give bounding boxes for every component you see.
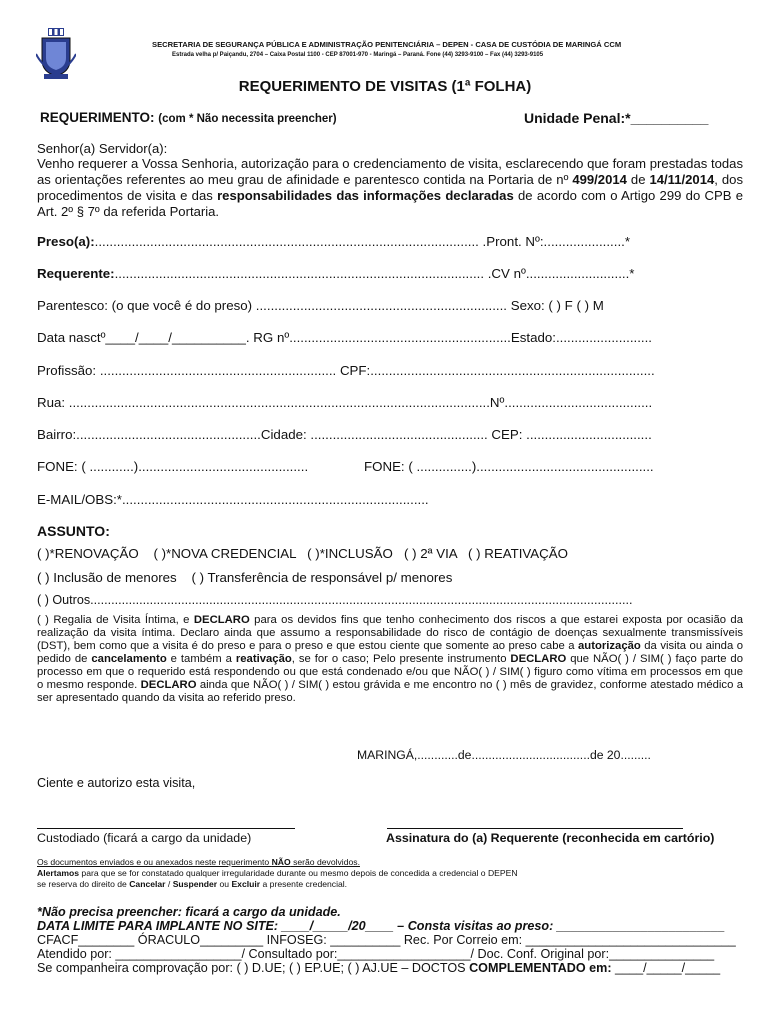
note-alert: Alertamos para que se for constatado qualquer irregularidade durante ou mesmo depois de concedida a credencial o DEPEN (37, 868, 518, 878)
signature-line-right (387, 828, 683, 829)
coat-of-arms-logo (36, 28, 76, 80)
profissao-field[interactable]: Profissão: ................................................................ CPF:............................................................................. (37, 363, 655, 378)
regalia-paragraph: ( ) Regalia de Visita Íntima, e DECLARO para os devidos fins que tenho conhecimento dos riscos a que estarei exposta por ocasião da realização da visita íntima. Declaro ainda que assumo a responsabilidade do risco de contágio de doenças sexualmente transmissíveis (DST), bem como que a visita é do preso e para o preso e que estou ciente que somente ao preso cabe a autorização da visita ou ainda o pedido de cancelamento e também a reativação, se for o caso; Pelo presente instrumento DECLARO que NÃO( ) / SIM( ) faço parte do processo em que o requerido está respondendo ou que está condenado e/ou que NÃO( ) / SIM( ) figuro como vítima em processos em que o mesmo responde. DECLARO ainda que NÃO( ) / SIM( ) estou grávida e me encontro no ( ) mês de gravidez, conforme atestado médico a ser apresentado quando da visita ao referido preso. (37, 614, 743, 704)
bairro-field[interactable]: Bairro:..................................................Cidade: ................................................ CEP: .................................. (37, 427, 652, 442)
assunto-outros[interactable]: ( ) Outros........................................................................................................................................................... (37, 593, 633, 607)
form-title: REQUERIMENTO DE VISITAS (1ª FOLHA) (238, 78, 532, 95)
footer-data-limite[interactable]: DATA LIMITE PARA IMPLANTE NO SITE: ____/_____/20____ – Consta visitas ao preso: ________________________ (37, 919, 725, 933)
signature-right-label: Assinatura do (a) Requerente (reconhecida em cartório) (386, 831, 715, 845)
rua-field[interactable]: Rua: ..................................................................................................................Nº........................................ (37, 395, 653, 410)
requerimento-note: (com * Não necessita preencher) (158, 113, 337, 125)
header-line-1: SECRETARIA DE SEGURANÇA PÚBLICA E ADMINISTRAÇÃO PENITENCIÁRIA – DEPEN - CASA DE CUSTÓDIA DE MARINGÁ CCM (152, 40, 622, 49)
greeting: Senhor(a) Servidor(a): (37, 141, 168, 156)
note-documents: Os documentos enviados e ou anexados neste requerimento NÃO serão devolvidos. (37, 857, 360, 867)
requerente-field[interactable]: Requerente:.................................................................................................... .CV nº............................* (37, 266, 635, 281)
assunto-label: ASSUNTO: (37, 523, 110, 539)
footer-note: *Não precisa preencher: ficará a cargo da unidade. (37, 905, 341, 919)
ciente-text: Ciente e autorizo esta visita, (37, 776, 196, 790)
footer-cfacf[interactable]: CFACF________ ÓRACULO_________ INFOSEG: __________ Rec. Por Correio em: ______________________________ (37, 933, 736, 947)
fone-field-2[interactable]: FONE: ( ...............)................................................ (364, 459, 654, 474)
parentesco-field[interactable]: Parentesco: (o que você é do preso) .................................................................... Sexo: ( ) F ( ) M (37, 298, 604, 313)
data-nascimento-field[interactable]: Data nasctº____/____/__________. RG nº............................................................Estado:.......................... (37, 330, 653, 345)
assunto-options-2[interactable]: ( ) Inclusão de menores ( ) Transferência de responsável p/ menores (37, 570, 453, 585)
unidade-penal-field[interactable]: Unidade Penal:*__________ (524, 110, 709, 126)
preso-field[interactable]: Preso(a):........................................................................................................ .Pront. Nº:......................* (37, 234, 631, 249)
footer-atendido[interactable]: Atendido por: __________________/ Consultado por:___________________/ Doc. Conf. Original por:_______________ (37, 947, 715, 961)
assunto-options-1[interactable]: ( )*RENOVAÇÃO ( )*NOVA CREDENCIAL ( )*INCLUSÃO ( ) 2ª VIA ( ) REATIVAÇÃO (37, 546, 568, 561)
local-data-line[interactable]: MARINGÁ,............de...................................de 20......... (357, 748, 651, 762)
footer-companheira[interactable]: Se companheira comprovação por: ( ) D.UE; ( ) EP.UE; ( ) AJ.UE – DOCTOS COMPLEMENTADO em: ____/_____/_____ (37, 961, 721, 975)
intro-paragraph: Venho requerer a Vossa Senhoria, autorização para o credenciamento de visita, esclarecendo que foram prestadas todas as orientações referentes ao meu grau de afinidade e parentesco contida na Portaria de nº 499/2014 de 14/11/2014, dos procedimentos de visita e das responsabilidades das informações declaradas de acordo com o Artigo 299 do CPB e Art. 2º § 7º da referida Portaria. (37, 156, 744, 219)
header-line-2: Estrada velha p/ Paiçandu, 2704 – Caixa Postal 1100 - CEP 87001-970 - Maringá – Paraná. Fone (44) 3293-9100 – Fax (44) 3293-9105 (172, 52, 544, 58)
fone-field-1[interactable]: FONE: ( ............).............................................. (37, 459, 309, 474)
note-rights: se reserva do direito de Cancelar / Suspender ou Excluir a presente credencial. (37, 879, 348, 889)
signature-left-label: Custodiado (ficará a cargo da unidade) (37, 831, 252, 845)
signature-line-left (37, 828, 295, 829)
email-field[interactable]: E-MAIL/OBS:*................................................................................... (37, 492, 429, 507)
requerimento-label: REQUERIMENTO: (com * Não necessita preencher) (40, 110, 337, 125)
